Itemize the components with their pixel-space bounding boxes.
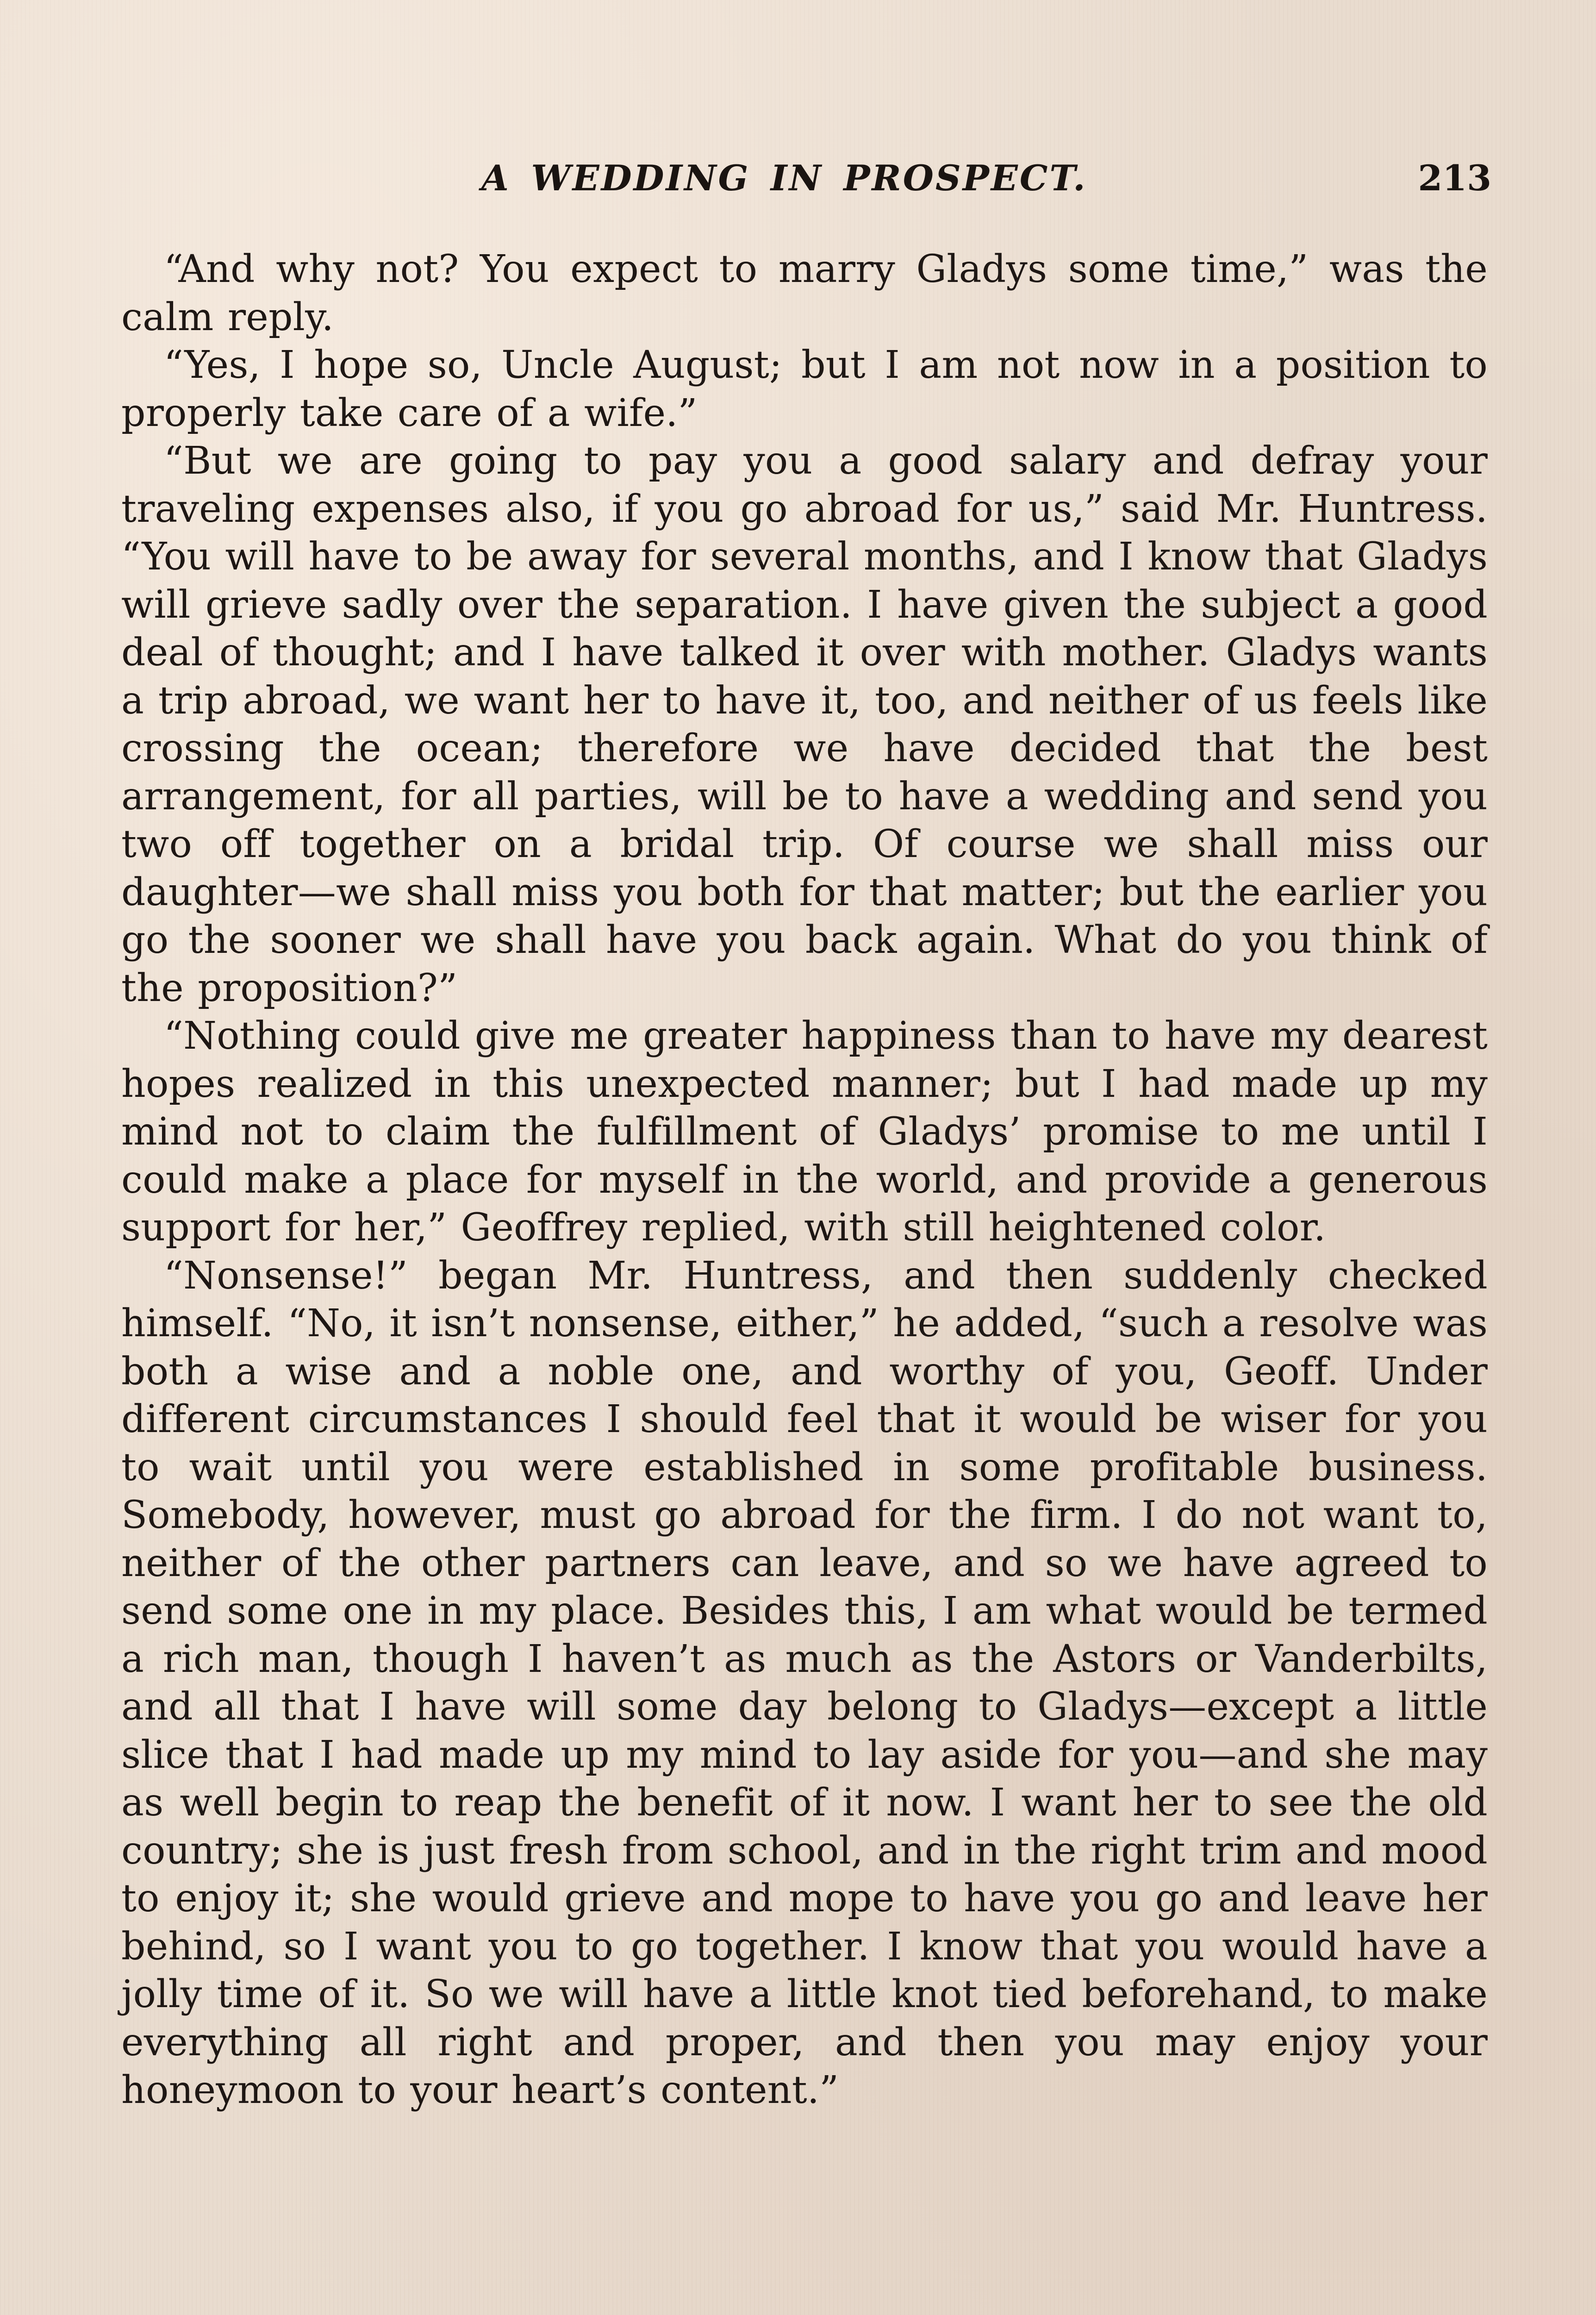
page-header bbox=[121, 153, 1491, 218]
paragraph: “And why not? You expect to marry Gladys some time,” was the calm reply. bbox=[121, 247, 1488, 339]
body-text bbox=[121, 245, 1488, 2115]
book-page bbox=[121, 153, 1491, 2115]
paragraph: “Yes, I hope so, Uncle August; but I am not now in a position to properly take care of a wife.” bbox=[121, 343, 1488, 435]
paragraph: “Nonsense!” began Mr. Huntress, and then suddenly checked himself. “No, it isn’t nonsense, either,” he added, “such a resolve was both a wise and a noble one, and worthy of you, Geoff. Under different circumstances I should feel that it would be wiser for you to wait until you were established in some profitable business. Somebody, however, must go abroad for the firm. I do not want to, neither of the other partners can leave, and so we have agreed to send some one in my place. Besides this, I am what would be termed a rich man, though I haven’t as much as the Astors or Vanderbilts, and all that I have will some day belong to Gladys—except a little slice that I had made up my mind to lay aside for you—and she may as well begin to reap the benefit of it now. I want her to see the old country; she is just fresh from school, and in the right trim and mood to enjoy it; she would grieve and mope to have you go and leave her behind, so I want you to go together. I know that you would have a jolly time of it. So we will have a little knot tied beforehand, to make everything all right and proper, and then you may enjoy your honeymoon to your heart’s content.” bbox=[121, 1253, 1488, 2112]
paragraph: “But we are going to pay you a good salary and defray your traveling expenses also, if you go abroad for us,” said Mr. Huntress. “You will have to be away for several months, and I know that Gladys will grieve sadly over the separation. I have given the subject a good deal of thought; and I have talked it over with mother. Gladys wants a trip abroad, we want her to have it, too, and neither of us feels like crossing the ocean; therefore we have decided that the best arrangement, for all parties, will be to have a wedding and send you two off together on a bridal trip. Of course we shall miss our daughter—we shall miss you both for that matter; but the earlier you go the sooner we shall have you back again. What do you think of the proposition?” bbox=[121, 439, 1488, 1010]
page-number: 213 bbox=[1418, 157, 1491, 199]
running-title: A WEDDING IN PROSPECT. bbox=[481, 157, 1087, 199]
paragraph: “Nothing could give me greater happiness than to have my dearest hopes realized in this unexpected manner; but I had made up my mind not to claim the fulfillment of Gladys’ promise to me until I could make a place for myself in the world, and provide a generous support for her,” Geoffrey replied, with still heightened color. bbox=[121, 1014, 1488, 1250]
